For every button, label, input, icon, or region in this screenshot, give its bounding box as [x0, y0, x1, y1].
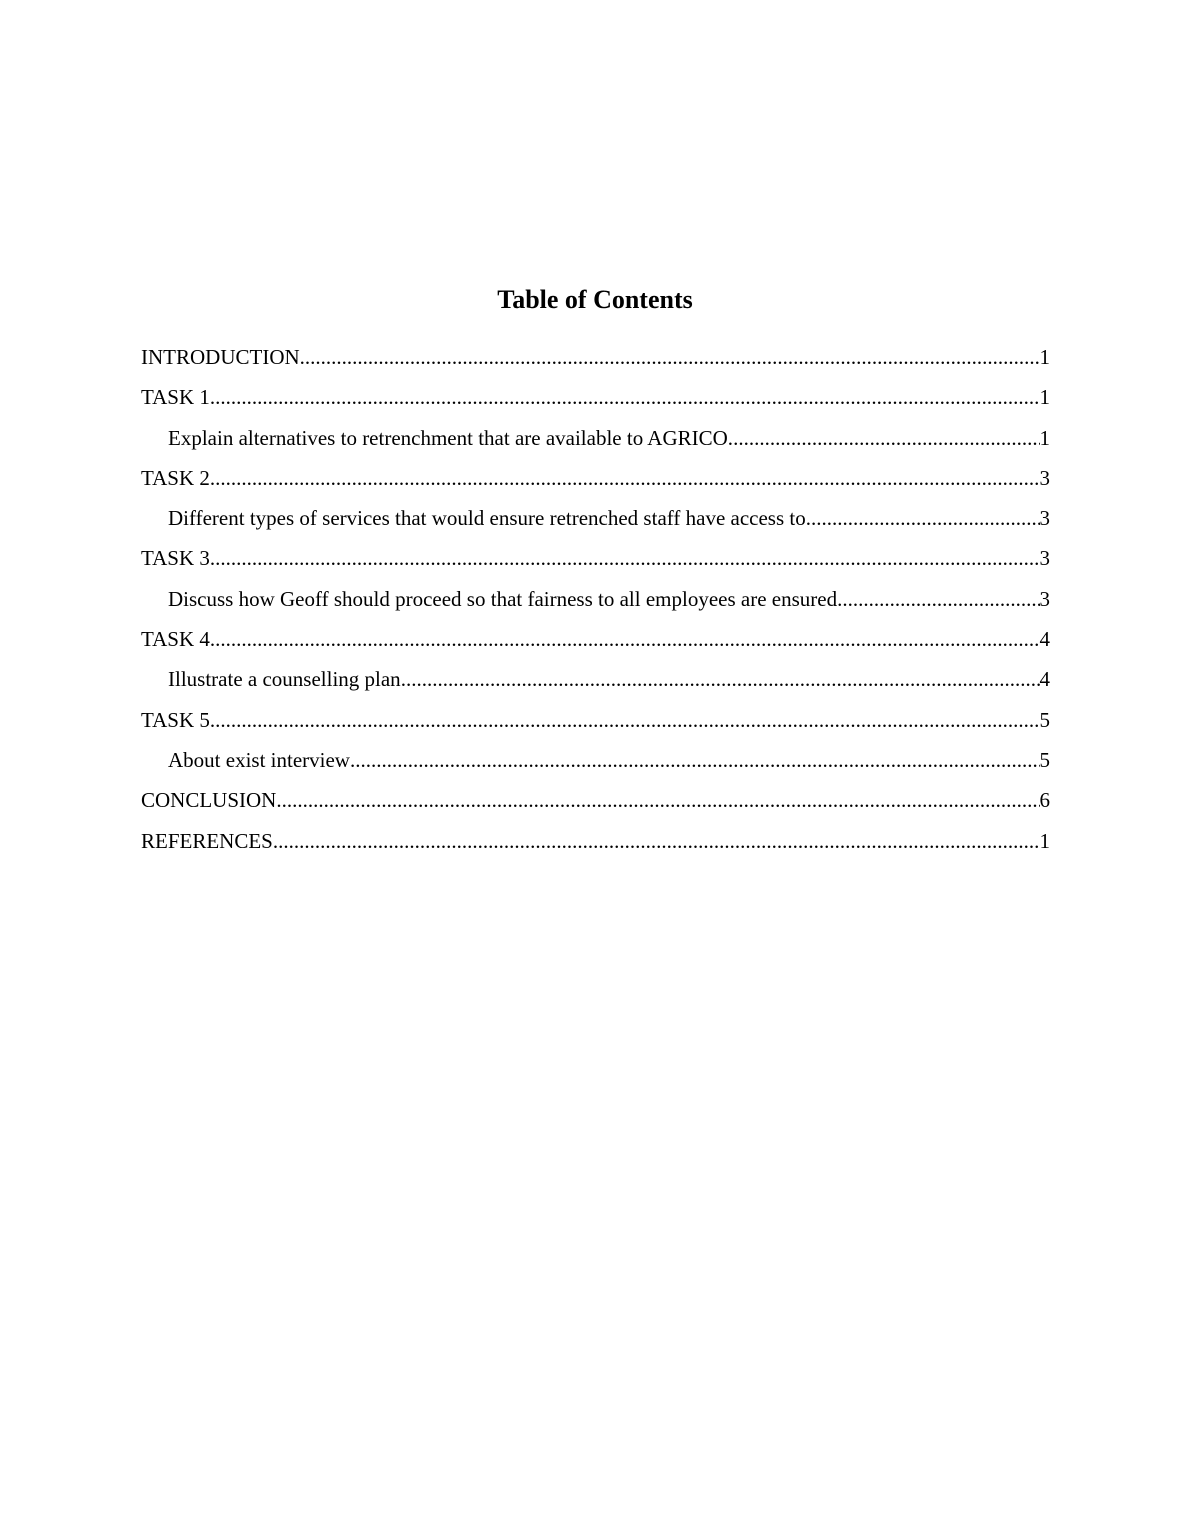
toc-entry-label: INTRODUCTION — [141, 345, 300, 369]
toc-entry-label: REFERENCES — [141, 828, 273, 853]
toc-entry-task-5-exit-interview[interactable] — [141, 743, 1050, 783]
toc-entry-label: TASK 3 — [141, 546, 210, 571]
toc-page-number: 4 — [1039, 667, 1050, 692]
toc-page-number: 3 — [1039, 586, 1050, 611]
toc-entry-task-2-services[interactable] — [141, 501, 1050, 541]
toc-entry-task-5[interactable] — [141, 703, 1050, 743]
toc-dot-leader — [401, 662, 1040, 696]
toc-dot-leader — [210, 541, 1040, 575]
toc-dot-leader — [210, 622, 1040, 656]
toc-dot-leader — [350, 743, 1040, 777]
toc-entry-introduction[interactable] — [141, 340, 1050, 380]
toc-page-number: 1 — [1039, 345, 1050, 369]
toc-dot-leader — [300, 340, 1040, 374]
toc-dot-leader — [210, 380, 1040, 414]
toc-entry-label: TASK 1 — [141, 385, 210, 410]
toc-dot-leader — [733, 421, 1039, 455]
toc-page-number: 1 — [1039, 385, 1050, 410]
toc-entry-conclusion[interactable] — [141, 783, 1050, 823]
toc-dot-leader — [273, 824, 1040, 858]
toc-page-number: 3 — [1039, 546, 1050, 571]
table-of-contents — [141, 340, 1050, 864]
toc-dot-leader — [210, 461, 1040, 495]
toc-entry-task-4-counselling-plan[interactable] — [141, 662, 1050, 702]
toc-entry-label: Explain alternatives to retrenchment that are available to AGRICO. — [168, 425, 734, 450]
toc-dot-leader — [842, 582, 1039, 616]
toc-entry-label: Discuss how Geoff should proceed so that fairness to all employees are ensured. — [168, 586, 843, 611]
toc-entry-label: TASK 2 — [141, 465, 210, 490]
toc-dot-leader — [276, 783, 1039, 817]
toc-entry-references[interactable] — [141, 824, 1050, 864]
toc-entry-task-4[interactable] — [141, 622, 1050, 662]
toc-page-number: 5 — [1039, 707, 1050, 732]
toc-page-number: 4 — [1039, 627, 1050, 652]
toc-page-number: 3 — [1039, 465, 1050, 490]
page-title: Table of Contents — [497, 285, 693, 314]
toc-entry-task-3-fairness[interactable] — [141, 582, 1050, 622]
toc-dot-leader — [210, 703, 1040, 737]
toc-entry-task-1[interactable] — [141, 380, 1050, 420]
toc-entry-label: About exist interview — [168, 747, 350, 772]
toc-entry-task-1-alternatives[interactable] — [141, 421, 1050, 461]
toc-page-number: 6 — [1039, 788, 1050, 813]
toc-entry-label: Different types of services that would ensure retrenched staff have access to. — [168, 506, 811, 531]
toc-entry-label: TASK 5 — [141, 707, 210, 732]
toc-page-number: 5 — [1039, 747, 1050, 772]
toc-page-number: 1 — [1039, 828, 1050, 853]
toc-dot-leader — [811, 501, 1040, 535]
toc-entry-label: CONCLUSION — [141, 788, 277, 813]
toc-entry-task-3[interactable] — [141, 541, 1050, 581]
toc-page-number: 1 — [1039, 425, 1050, 450]
toc-page-number: 3 — [1039, 506, 1050, 531]
toc-entry-task-2[interactable] — [141, 461, 1050, 501]
toc-entry-label: TASK 4 — [141, 627, 210, 652]
toc-entry-label: Illustrate a counselling plan — [168, 667, 401, 692]
